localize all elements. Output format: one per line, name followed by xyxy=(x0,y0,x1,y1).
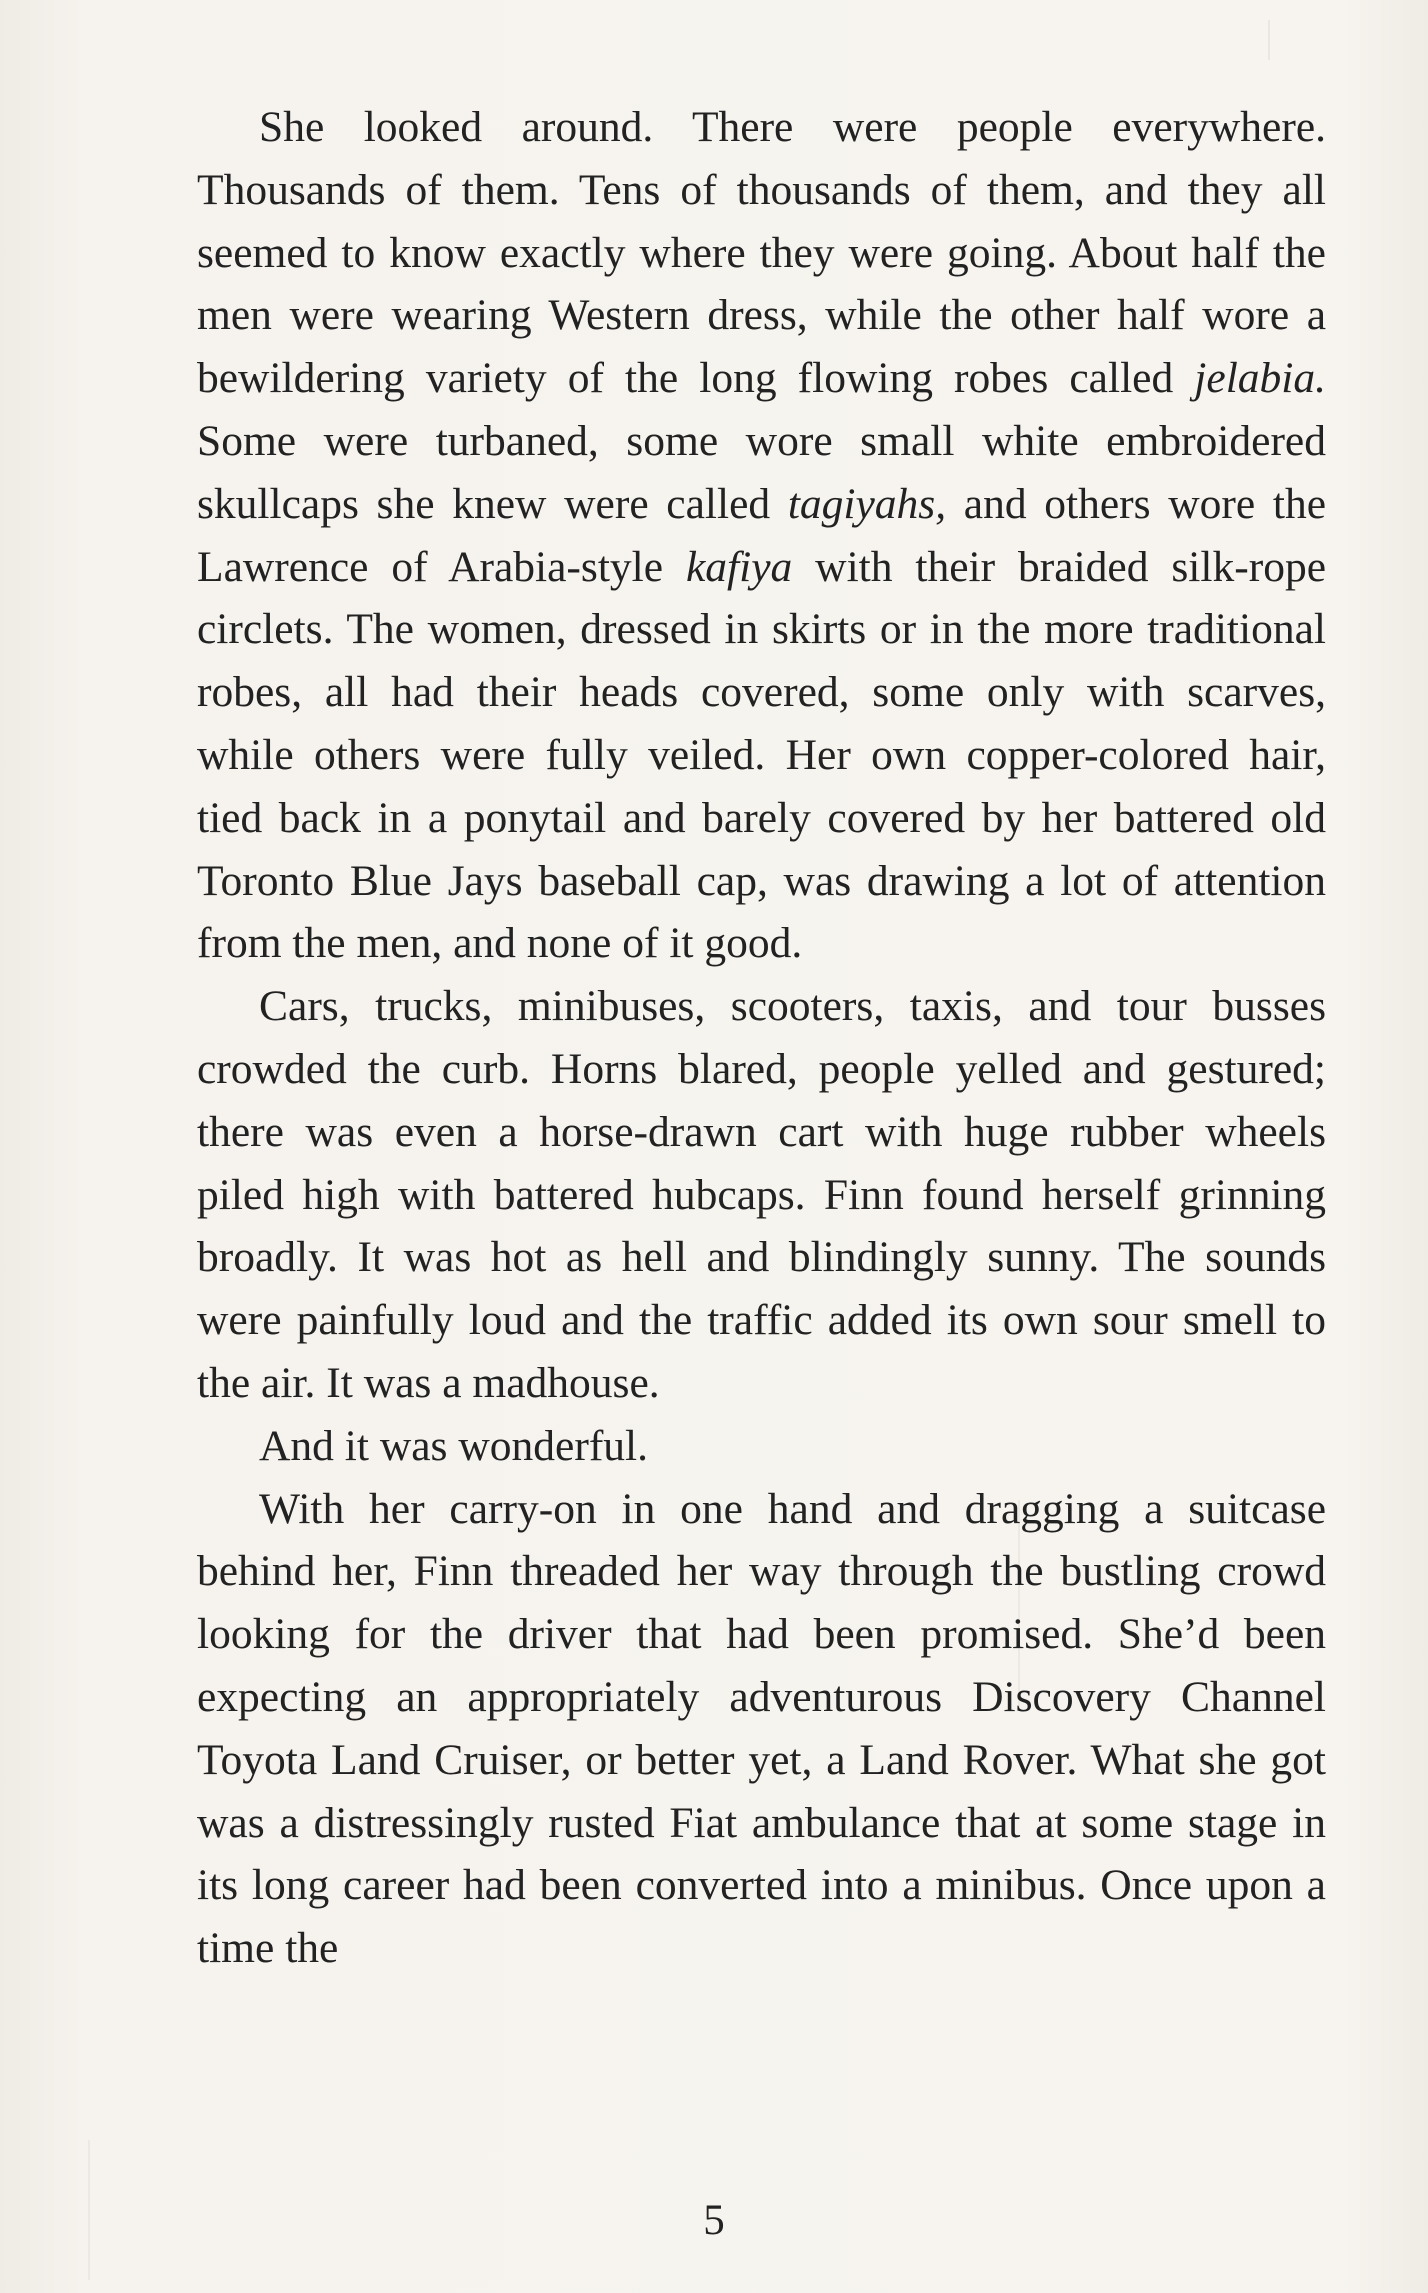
scan-artifact-line xyxy=(1268,20,1270,60)
body-text xyxy=(197,96,1326,1980)
paragraph xyxy=(197,975,1326,1415)
text-run: With her carry-on in one hand and dragging a suitcase behind her, Finn threaded her way through the bustling crowd looking for the driver that had been promised. She’d been expecting an appropriately adventurous Discovery Channel Toyota Land Cruiser, or better yet, a Land Rover. What she got was a distressingly rusted Fiat ambulance that at some stage in its long career had been converted into a minibus. Once upon a time the xyxy=(197,1484,1326,1973)
paragraph xyxy=(197,1415,1326,1478)
paragraph xyxy=(197,96,1326,975)
text-run: Cars, trucks, minibuses, scooters, taxis, and tour busses crowded the curb. Horns blared, people yelled and gestured; there was even a horse-drawn cart with huge rubber wheels piled high with battered hubcaps. Finn found herself grinning broadly. It was hot as hell and blindingly sunny. The sounds were painfully loud and the traffic added its own sour smell to the air. It was a madhouse. xyxy=(197,982,1326,1407)
text-run: Some were turbaned, some wore small white embroidered skullcaps she knew were called xyxy=(197,416,1326,528)
text-run: and others wore the Lawrence of Arabia-style xyxy=(197,479,1326,591)
italic-term: kafiya xyxy=(685,542,793,591)
italic-term: jelabia. xyxy=(1194,354,1326,403)
page-number: 5 xyxy=(703,2197,725,2244)
text-run: with their braided silk-rope circlets. The women, dressed in skirts or in the more traditional robes, all had their heads covered, some only with scarves, while others were fully veiled. Her own copper-colored hair, tied back in a ponytail and barely covered by her battered old Toronto Blue Jays baseball cap, was drawing a lot of attention from the men, and none of it good. xyxy=(197,542,1326,968)
text-run: And it was wonderful. xyxy=(259,1421,649,1470)
paragraph xyxy=(197,1478,1326,1980)
italic-term: tagiyahs, xyxy=(787,479,947,528)
text-run: She looked around. There were people everywhere. Thousands of them. Tens of thousands of them, and they all seemed to know exactly where they were going. About half the men were wearing Western dress, while the other half wore a bewildering variety of the long flowing robes called xyxy=(197,103,1326,403)
